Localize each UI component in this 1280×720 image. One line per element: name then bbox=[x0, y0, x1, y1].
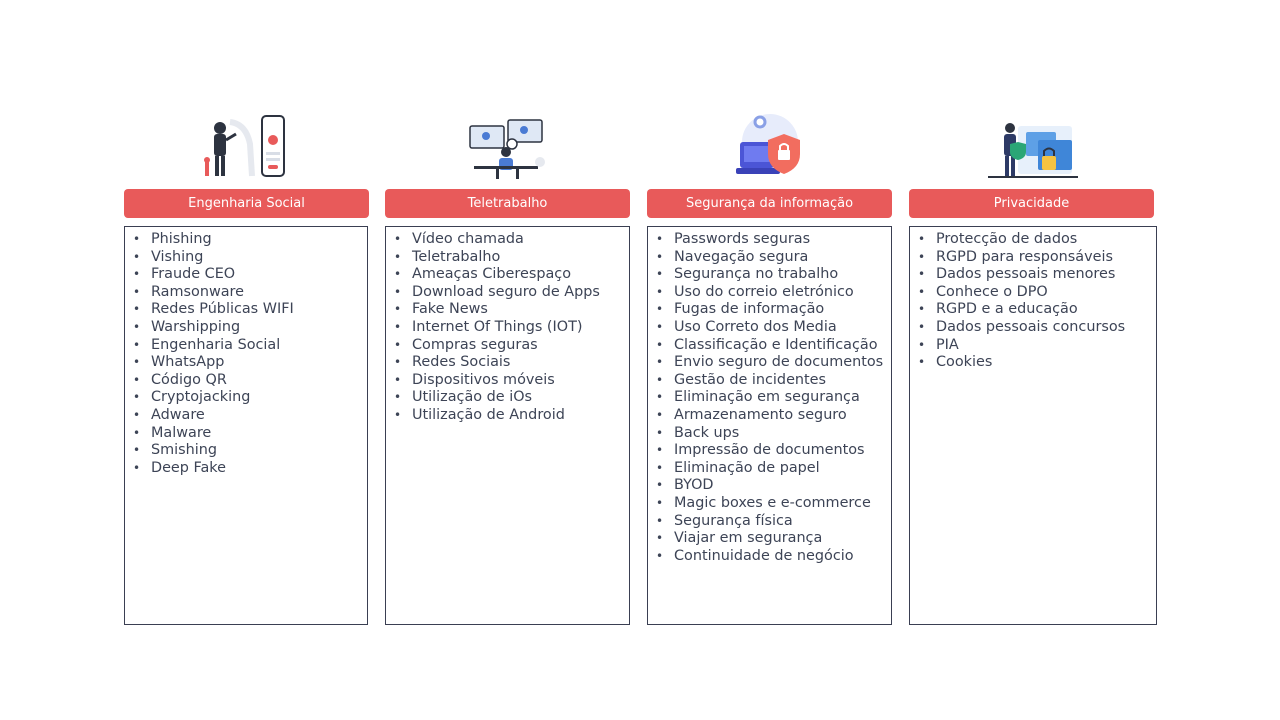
list-item: • Malware bbox=[133, 425, 367, 443]
list-item: • Ameaças Ciberespaço bbox=[394, 266, 629, 284]
list-item: • Adware bbox=[133, 407, 367, 425]
list-item: • Vishing bbox=[133, 249, 367, 267]
topic-list-box bbox=[909, 226, 1157, 625]
column-engenharia-social bbox=[124, 100, 369, 625]
list-item: • Vídeo chamada bbox=[394, 231, 629, 249]
list-item: • Protecção de dados bbox=[918, 231, 1156, 249]
list-item: • Segurança no trabalho bbox=[656, 266, 891, 284]
list-item: • Deep Fake bbox=[133, 460, 367, 478]
list-item: • Back ups bbox=[656, 425, 891, 443]
category-header: Engenharia Social bbox=[124, 189, 369, 218]
list-item: • Dispositivos móveis bbox=[394, 372, 629, 390]
list-item: • RGPD e a educação bbox=[918, 301, 1156, 319]
list-item: • Envio seguro de documentos bbox=[656, 354, 891, 372]
list-item: • Redes Sociais bbox=[394, 354, 629, 372]
list-item: • BYOD bbox=[656, 477, 891, 495]
list-item: • Redes Públicas WIFI bbox=[133, 301, 367, 319]
list-item: • Cookies bbox=[918, 354, 1156, 372]
topic-list bbox=[648, 231, 891, 565]
list-item: • Armazenamento seguro bbox=[656, 407, 891, 425]
category-header: Segurança da informação bbox=[647, 189, 892, 218]
list-item: • Internet Of Things (IOT) bbox=[394, 319, 629, 337]
list-item: • Teletrabalho bbox=[394, 249, 629, 267]
list-item: • Download seguro de Apps bbox=[394, 284, 629, 302]
list-item: • Utilização de iOs bbox=[394, 389, 629, 407]
list-item: • Fraude CEO bbox=[133, 266, 367, 284]
list-item: • Uso Correto dos Media bbox=[656, 319, 891, 337]
list-item: • Uso do correio eletrónico bbox=[656, 284, 891, 302]
list-item: • Ramsonware bbox=[133, 284, 367, 302]
list-item: • Dados pessoais menores bbox=[918, 266, 1156, 284]
list-item: • Utilização de Android bbox=[394, 407, 629, 425]
topic-list-box bbox=[124, 226, 368, 625]
list-item: • RGPD para responsáveis bbox=[918, 249, 1156, 267]
topic-list bbox=[125, 231, 367, 477]
column-teletrabalho bbox=[385, 100, 630, 625]
topic-list bbox=[910, 231, 1156, 372]
list-item: • Impressão de documentos bbox=[656, 442, 891, 460]
list-item: • Compras seguras bbox=[394, 337, 629, 355]
list-item: • Smishing bbox=[133, 442, 367, 460]
list-item: • Fugas de informação bbox=[656, 301, 891, 319]
shield-laptop-illustration bbox=[647, 100, 892, 180]
list-item: • Engenharia Social bbox=[133, 337, 367, 355]
list-item: • Cryptojacking bbox=[133, 389, 367, 407]
list-item: • Segurança física bbox=[656, 513, 891, 531]
topic-list-box bbox=[385, 226, 630, 625]
list-item: • Gestão de incidentes bbox=[656, 372, 891, 390]
list-item: • Magic boxes e e-commerce bbox=[656, 495, 891, 513]
category-header: Teletrabalho bbox=[385, 189, 630, 218]
list-item: • Viajar em segurança bbox=[656, 530, 891, 548]
list-item: • Classificação e Identificação bbox=[656, 337, 891, 355]
list-item: • Navegação segura bbox=[656, 249, 891, 267]
list-item: • Phishing bbox=[133, 231, 367, 249]
topic-list bbox=[386, 231, 629, 425]
list-item: • PIA bbox=[918, 337, 1156, 355]
list-item: • Fake News bbox=[394, 301, 629, 319]
column-seguranca-informacao bbox=[647, 100, 892, 625]
privacy-guard-illustration bbox=[909, 100, 1157, 180]
list-item: • Eliminação de papel bbox=[656, 460, 891, 478]
list-item: • Continuidade de negócio bbox=[656, 548, 891, 566]
list-item: • Passwords seguras bbox=[656, 231, 891, 249]
list-item: • Conhece o DPO bbox=[918, 284, 1156, 302]
column-privacidade bbox=[909, 100, 1157, 625]
list-item: • Eliminação em segurança bbox=[656, 389, 891, 407]
list-item: • Dados pessoais concursos bbox=[918, 319, 1156, 337]
list-item: • WhatsApp bbox=[133, 354, 367, 372]
list-item: • Warshipping bbox=[133, 319, 367, 337]
list-item: • Código QR bbox=[133, 372, 367, 390]
hacker-phone-illustration bbox=[124, 100, 369, 180]
category-header: Privacidade bbox=[909, 189, 1154, 218]
topic-list-box bbox=[647, 226, 892, 625]
remote-work-illustration bbox=[385, 100, 630, 180]
